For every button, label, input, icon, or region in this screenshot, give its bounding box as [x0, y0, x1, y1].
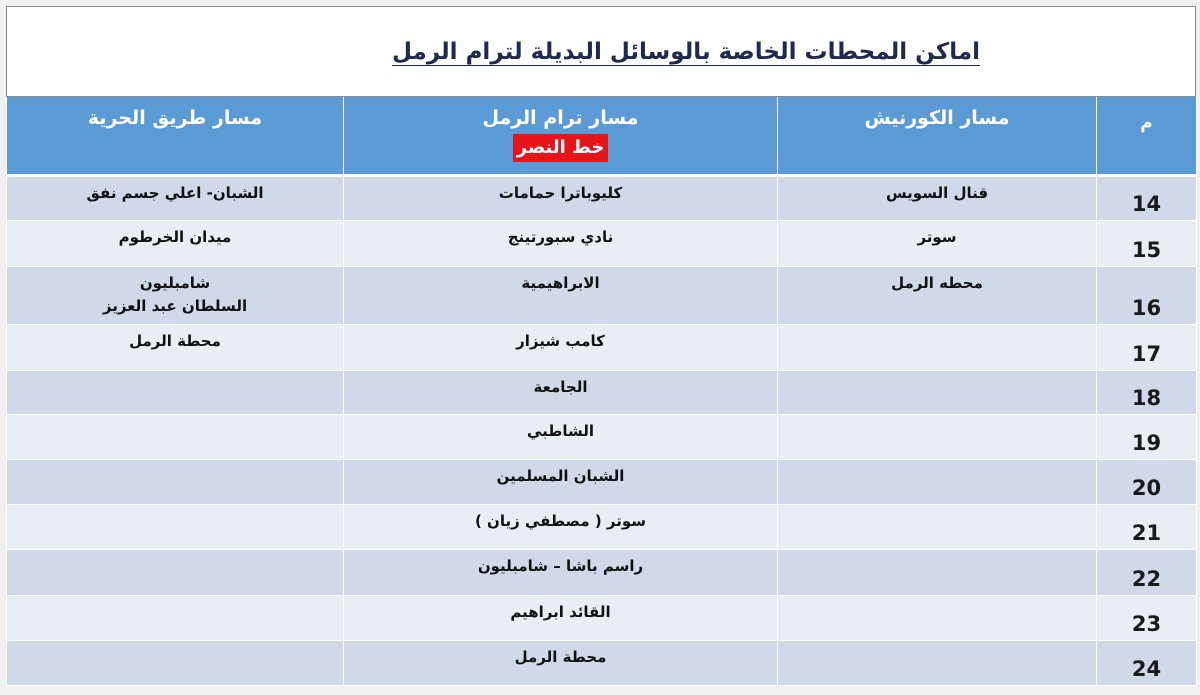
cell-tram: كليوباترا حمامات — [344, 175, 778, 220]
cell-tram: راسم باشا – شامبليون — [344, 549, 778, 595]
cell-tram: كامب شيزار — [344, 324, 778, 370]
table-body — [7, 175, 1197, 685]
row-number: 16 — [1097, 266, 1197, 324]
table-row — [7, 175, 1197, 220]
header-tram — [344, 97, 778, 175]
cell-corniche: محطه الرمل — [778, 266, 1097, 324]
cell-tram: الابراهيمية — [344, 266, 778, 324]
cell-tram: الشبان المسلمين — [344, 459, 778, 504]
cell-horreya — [7, 220, 344, 266]
cell-horreya-line: السلطان عبد العزيز — [102, 296, 248, 315]
cell-horreya-line: الشبان- اعلي جسم نفق — [86, 183, 264, 202]
cell-tram: سوتر ( مصطفي زيان ) — [344, 504, 778, 549]
table-row — [7, 370, 1197, 414]
table-row — [7, 414, 1197, 459]
header-num: م — [1097, 97, 1197, 175]
cell-corniche: قنال السويس — [778, 175, 1097, 220]
cell-horreya — [7, 414, 344, 459]
cell-horreya — [7, 324, 344, 370]
cell-tram: محطة الرمل — [344, 640, 778, 685]
cell-horreya-line: شامبليون — [139, 273, 211, 292]
cell-corniche — [778, 504, 1097, 549]
cell-horreya — [7, 640, 344, 685]
cell-horreya — [7, 504, 344, 549]
cell-horreya-line: محطة الرمل — [129, 331, 221, 350]
cell-corniche — [778, 459, 1097, 504]
stations-table — [6, 97, 1197, 686]
header-tram-label: مسار ترام الرمل — [482, 107, 639, 129]
cell-horreya — [7, 266, 344, 324]
table-row — [7, 640, 1197, 685]
header-row — [7, 97, 1197, 175]
line-badge: خط النصر — [513, 134, 609, 162]
cell-tram: الشاطبي — [344, 414, 778, 459]
cell-horreya — [7, 370, 344, 414]
table-row — [7, 459, 1197, 504]
row-number: 23 — [1097, 595, 1197, 640]
row-number: 24 — [1097, 640, 1197, 685]
cell-corniche — [778, 549, 1097, 595]
cell-corniche — [778, 370, 1097, 414]
cell-tram: نادي سبورتينج — [344, 220, 778, 266]
cell-horreya — [7, 175, 344, 220]
cell-corniche — [778, 640, 1097, 685]
cell-tram: القائد ابراهيم — [344, 595, 778, 640]
row-number: 14 — [1097, 175, 1197, 220]
row-number: 19 — [1097, 414, 1197, 459]
cell-tram: الجامعة — [344, 370, 778, 414]
header-horreya: مسار طريق الحرية — [7, 97, 344, 175]
row-number: 22 — [1097, 549, 1197, 595]
table-row — [7, 504, 1197, 549]
table-row — [7, 266, 1197, 324]
cell-corniche — [778, 324, 1097, 370]
row-number: 17 — [1097, 324, 1197, 370]
table-row — [7, 324, 1197, 370]
row-number: 18 — [1097, 370, 1197, 414]
row-number: 21 — [1097, 504, 1197, 549]
table-row — [7, 220, 1197, 266]
cell-horreya — [7, 595, 344, 640]
cell-horreya — [7, 549, 344, 595]
cell-horreya-line: ميدان الخرطوم — [118, 227, 232, 246]
title-box — [6, 6, 1196, 97]
table-row — [7, 549, 1197, 595]
cell-corniche — [778, 414, 1097, 459]
row-number: 15 — [1097, 220, 1197, 266]
row-number: 20 — [1097, 459, 1197, 504]
page-title: اماكن المحطات الخاصة بالوسائل البديلة لترام الرمل — [391, 38, 981, 65]
cell-horreya — [7, 459, 344, 504]
cell-corniche: سوتر — [778, 220, 1097, 266]
cell-corniche — [778, 595, 1097, 640]
header-corniche: مسار الكورنيش — [778, 97, 1097, 175]
table-row — [7, 595, 1197, 640]
